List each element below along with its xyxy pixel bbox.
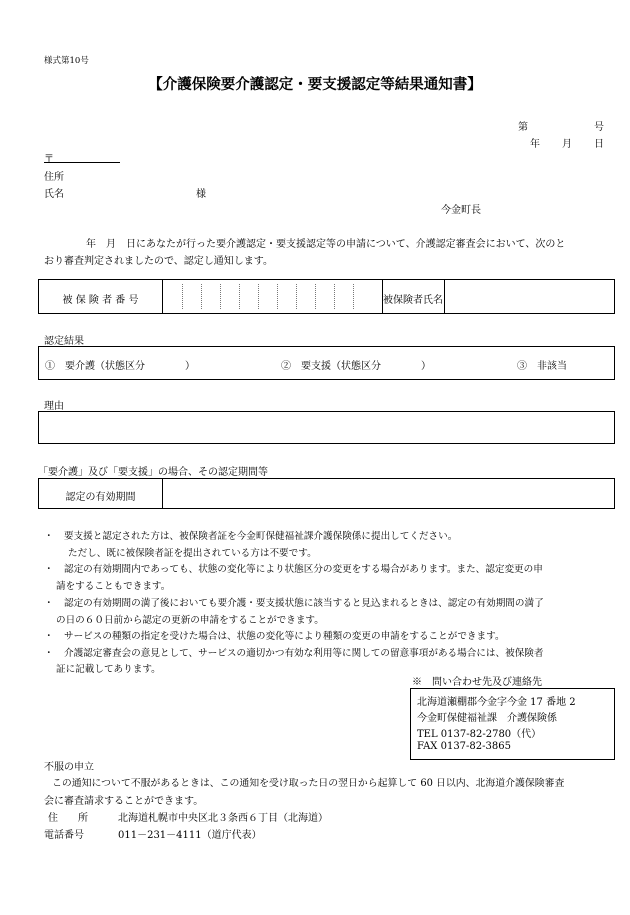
date-month: 月 [562, 139, 572, 150]
appeal-phone: 011－231－4111（道庁代表） [118, 830, 262, 841]
form-number: 様式第10号 [44, 56, 89, 66]
date-year: 年 [530, 139, 540, 150]
note-line: 証に記載してあります。 [56, 664, 161, 675]
period-heading: 「要介護」及び「要支援」の場合、その認定期間等 [38, 467, 268, 478]
contact-box [410, 688, 615, 760]
insured-name-field[interactable] [445, 280, 615, 313]
insured-number-field[interactable] [163, 280, 382, 313]
address-label: 住所 [44, 172, 64, 183]
appeal-line-2: 会に審査請求することができます。 [44, 796, 204, 807]
result-option-care[interactable]: ① 要介護（状態区分 ） [45, 361, 195, 372]
period-table [38, 478, 615, 509]
result-option-support[interactable]: ② 要支援（状態区分 ） [281, 361, 431, 372]
note-line: ・ サービスの種類の指定を受けた場合は、状態の変化等により種類の変更の申請をすることができます。 [44, 631, 505, 642]
doc-number-prefix: 第 [518, 122, 528, 133]
contact-fax: FAX 0137-82-3865 [417, 741, 511, 752]
appeal-heading: 不服の申立 [44, 762, 94, 773]
reason-field[interactable] [38, 411, 615, 444]
appeal-address: 北海道札幌市中央区北３条西６丁目（北海道） [118, 813, 328, 824]
note-line: ・ 介護認定審査会の意見として、サービスの適切かつ有効な利用等に関しての留意事項がある場合には、被保険者 [44, 648, 544, 659]
name-label: 氏名 [44, 189, 64, 200]
intro-line-2: おり審査判定されましたので、認定し通知します。 [44, 256, 273, 267]
result-heading: 認定結果 [44, 336, 84, 347]
appeal-phone-label: 電話番号 [44, 830, 84, 841]
intro-line-1: 年 月 日にあなたが行った要介護認定・要支援認定等の申請について、介護認定審査会において、次のと [86, 239, 566, 250]
contact-tel: TEL 0137-82-2780（代） [417, 729, 542, 740]
note-line: ・ 認定の有効期間の満了後においても要介護・要支援状態に該当すると見込まれるときは、認定の有効期間の満了 [44, 598, 544, 609]
insured-number-label: 被 保 険 者 番 号 [62, 295, 139, 306]
doc-number-suffix: 号 [594, 122, 604, 133]
insured-info-table [38, 279, 615, 314]
appeal-line-1: この通知について不服があるときは、この通知を受け取った日の翌日から起算して 60 日以内、北海道介護保険審査 [52, 778, 565, 789]
period-field[interactable] [163, 479, 614, 508]
note-line: ・ 要支援と認定された方は、被保険者証を今金町保健福祉課介護保険係に提出してください。 [44, 531, 458, 542]
note-line: ただし、既に被保険者証を提出されている方は不要です。 [68, 548, 317, 559]
appeal-address-label: 住 所 [48, 813, 88, 824]
sender: 今金町長 [441, 205, 481, 216]
result-box [38, 346, 615, 380]
insured-name-label: 被保険者氏名 [383, 295, 443, 306]
result-option-not-applicable[interactable]: ③ 非該当 [517, 361, 567, 372]
postal-underline [44, 162, 120, 163]
note-line: 請をすることもできます。 [56, 581, 171, 592]
note-line: ・ 認定の有効期間内であっても、状態の変化等により状態区分の変更をする場合があります。また、認定変更の申 [44, 564, 543, 575]
contact-department: 今金町保健福祉課 介護保険係 [417, 713, 557, 724]
contact-address: 北海道瀬棚郡今金字今金 17 番地 2 [417, 697, 576, 708]
period-label: 認定の有効期間 [65, 492, 136, 503]
postal-mark: 〒 [44, 154, 54, 165]
note-line: の日の６０日前から認定の更新の申請をすることができます。 [56, 615, 324, 626]
page-title: 【介護保険要介護認定・要支援認定等結果通知書】 [148, 76, 482, 93]
honorific: 様 [196, 189, 206, 200]
contact-heading: ※ 問い合わせ先及び連絡先 [412, 677, 542, 688]
reason-heading: 理由 [44, 401, 64, 412]
date-day: 日 [594, 139, 604, 150]
